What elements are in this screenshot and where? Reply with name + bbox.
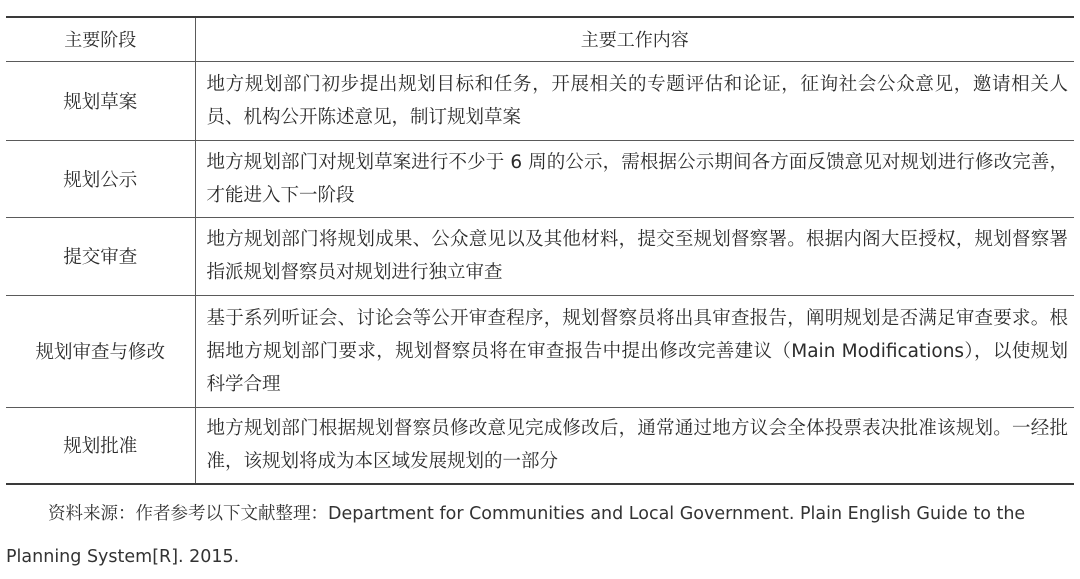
content-cell: 地方规划部门初步提出规划目标和任务，开展相关的专题评估和论证，征询社会公众意见，邀请相关人员、机构公开陈述意见，制订规划草案 xyxy=(195,61,1074,140)
source-note: 资料来源：作者参考以下文献整理：Department for Communities and Local Government. Plain English Guide to the Planning System[R]. 2015. xyxy=(6,504,1026,567)
table-row xyxy=(6,140,1074,217)
stage-cell: 规划审查与修改 xyxy=(6,295,195,407)
content-cell: 地方规划部门将规划成果、公众意见以及其他材料，提交至规划督察署。根据内阁大臣授权，规划督察署指派规划督察员对规划进行独立审查 xyxy=(195,217,1074,295)
planning-stages-table xyxy=(6,16,1074,485)
table-row xyxy=(6,295,1074,407)
content-cell: 基于系列听证会、讨论会等公开审查程序，规划督察员将出具审查报告，阐明规划是否满足审查要求。根据地方规划部门要求，规划督察员将在审查报告中提出修改完善建议（Main Modifications），以使规划科学合理 xyxy=(195,295,1074,407)
stage-cell: 规划草案 xyxy=(6,61,195,140)
content-cell: 地方规划部门根据规划督察员修改意见完成修改后，通常通过地方议会全体投票表决批准该规划。一经批准，该规划将成为本区域发展规划的一部分 xyxy=(195,407,1074,484)
table-row xyxy=(6,217,1074,295)
header-stage: 主要阶段 xyxy=(6,17,195,61)
table-row xyxy=(6,61,1074,140)
table-row xyxy=(6,407,1074,484)
stage-cell: 规划公示 xyxy=(6,140,195,217)
table-caption-cut-off xyxy=(0,0,1080,10)
table-header-row xyxy=(6,17,1074,61)
content-cell: 地方规划部门对规划草案进行不少于 6 周的公示，需根据公示期间各方面反馈意见对规划进行修改完善，才能进入下一阶段 xyxy=(195,140,1074,217)
stage-cell: 规划批准 xyxy=(6,407,195,484)
header-content: 主要工作内容 xyxy=(195,17,1074,61)
stage-cell: 提交审查 xyxy=(6,217,195,295)
